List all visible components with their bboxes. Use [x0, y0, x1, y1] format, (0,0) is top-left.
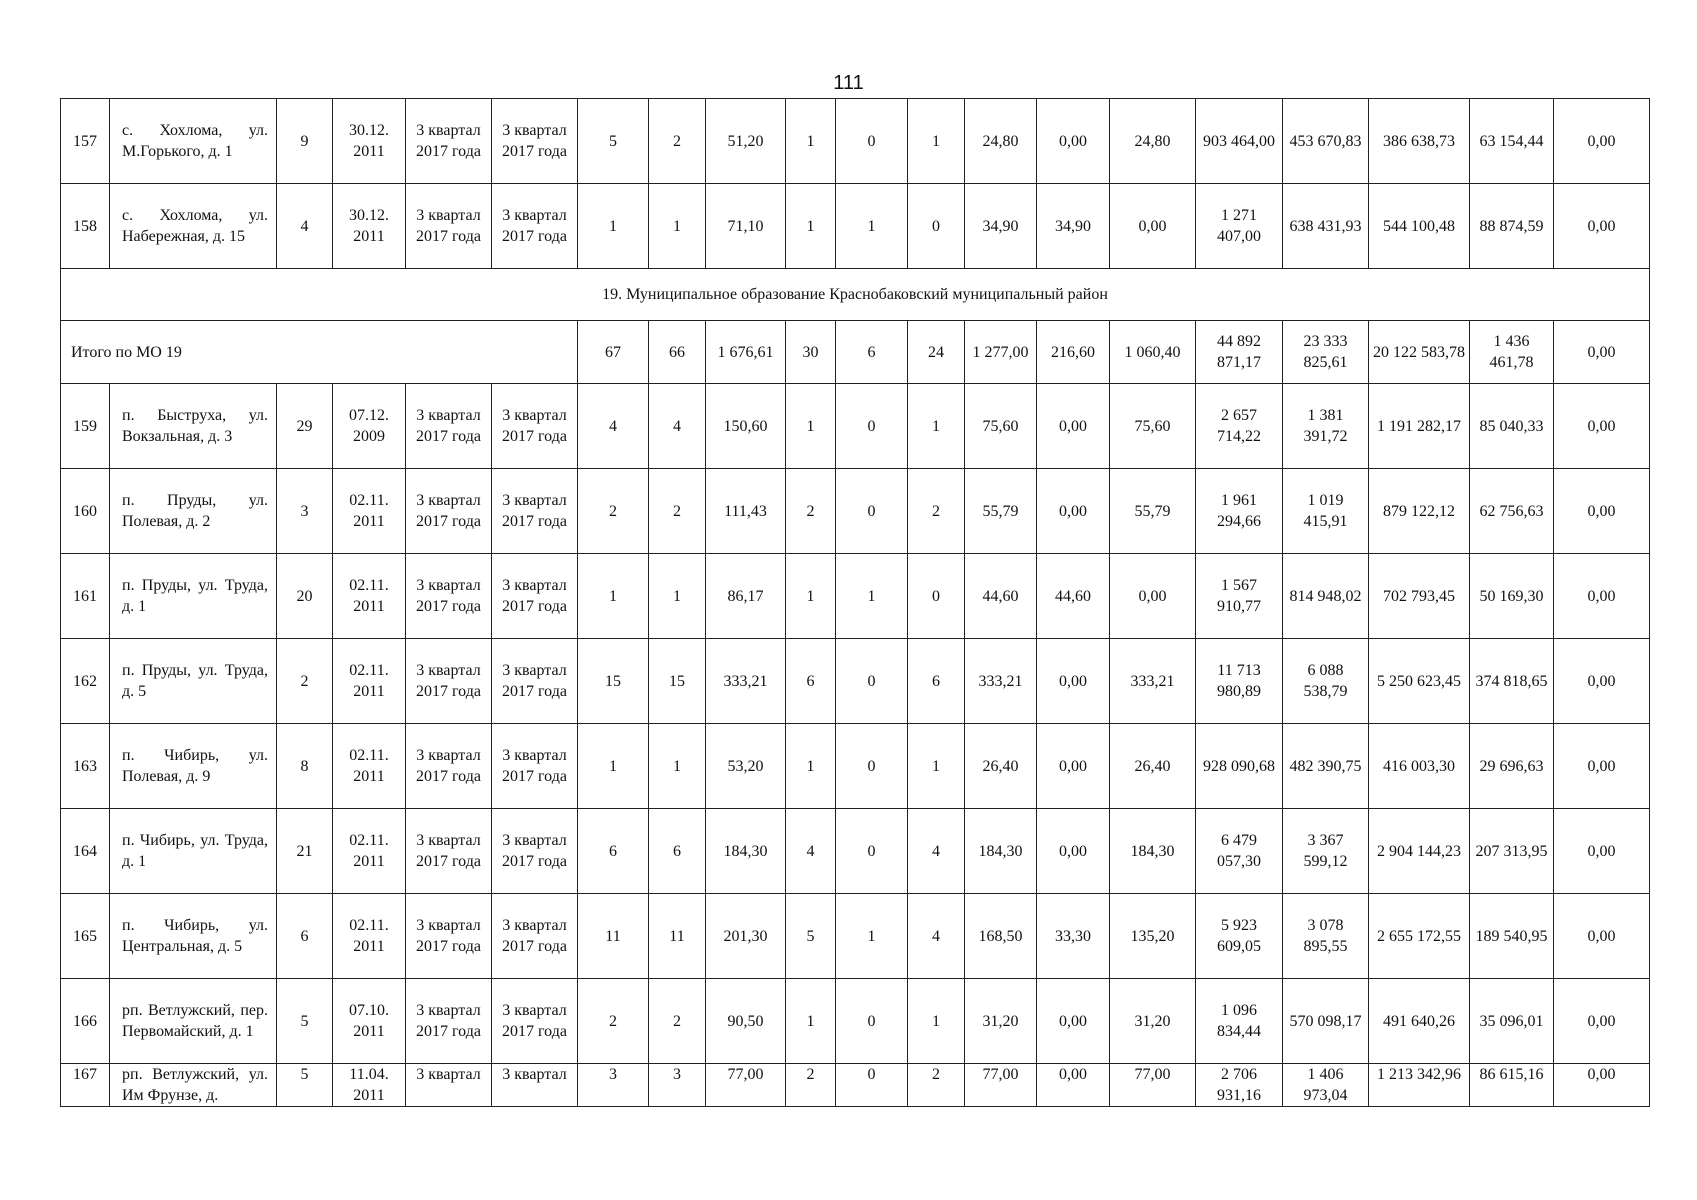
row-number: 166: [61, 979, 110, 1064]
cell-value: 2: [649, 469, 706, 554]
cell-value: 6: [578, 809, 649, 894]
building-year: 4: [277, 184, 333, 269]
cell-value: 0,00: [1037, 99, 1110, 184]
recognition-date: 30.12. 2011: [333, 99, 406, 184]
cell-value: 11: [578, 894, 649, 979]
cell-value: 1: [786, 99, 836, 184]
row-number: 157: [61, 99, 110, 184]
cell-value: 1: [649, 554, 706, 639]
cell-value: 4: [908, 894, 965, 979]
address: п. Чибирь, ул. Полевая, д. 9: [110, 724, 277, 809]
cell-value: 86,17: [706, 554, 786, 639]
cell-value: 6 088 538,79: [1283, 639, 1369, 724]
cell-value: 2 655 172,55: [1369, 894, 1470, 979]
cell-value: 0: [908, 554, 965, 639]
cell-value: 55,79: [965, 469, 1037, 554]
cell-value: 75,60: [965, 384, 1037, 469]
address: п. Пруды, ул. Труда, д. 1: [110, 554, 277, 639]
cell-value: 0,00: [1554, 979, 1650, 1064]
cell-value: 0: [836, 99, 908, 184]
planned-demolition-date: 3 квартал 2017 года: [492, 639, 578, 724]
cell-value: 0,00: [1554, 469, 1650, 554]
cell-value: 6: [649, 809, 706, 894]
cell-value: 386 638,73: [1369, 99, 1470, 184]
subtotal-value: 20 122 583,78: [1369, 321, 1470, 384]
cell-value: 51,20: [706, 99, 786, 184]
cell-value: 184,30: [706, 809, 786, 894]
cell-value: 1 213 342,96: [1369, 1064, 1470, 1107]
row-number: 164: [61, 809, 110, 894]
section-header-group: [61, 269, 1650, 384]
cell-value: 0,00: [1037, 724, 1110, 809]
cell-value: 416 003,30: [1369, 724, 1470, 809]
row-number: 162: [61, 639, 110, 724]
cell-value: 0: [908, 184, 965, 269]
cell-value: 2: [649, 99, 706, 184]
table-row: [61, 639, 1650, 724]
subtotal-row: [61, 321, 1650, 384]
cell-value: 903 464,00: [1196, 99, 1283, 184]
cell-value: 0: [836, 1064, 908, 1107]
housing-registry-table: [60, 98, 1650, 1107]
cell-value: 184,30: [1110, 809, 1196, 894]
cell-value: 86 615,16: [1470, 1064, 1554, 1107]
address: рп. Ветлужский, ул. Им Фрунзе, д.: [110, 1064, 277, 1107]
cell-value: 1: [836, 894, 908, 979]
cell-value: 4: [649, 384, 706, 469]
cell-value: 0,00: [1554, 1064, 1650, 1107]
cell-value: 135,20: [1110, 894, 1196, 979]
cell-value: 44,60: [1037, 554, 1110, 639]
cell-value: 62 756,63: [1470, 469, 1554, 554]
cell-value: 15: [578, 639, 649, 724]
address: рп. Ветлужский, пер. Первомайский, д. 1: [110, 979, 277, 1064]
subtotal-value: 0,00: [1554, 321, 1650, 384]
cell-value: 1: [908, 384, 965, 469]
subtotal-value: 1 436 461,78: [1470, 321, 1554, 384]
recognition-date: 07.12. 2009: [333, 384, 406, 469]
cell-value: 0,00: [1554, 809, 1650, 894]
cell-value: 1 019 415,91: [1283, 469, 1369, 554]
planned-relocation-date: 3 квартал 2017 года: [406, 979, 492, 1064]
cell-value: 1: [578, 554, 649, 639]
cell-value: 50 169,30: [1470, 554, 1554, 639]
building-year: 20: [277, 554, 333, 639]
cell-value: 638 431,93: [1283, 184, 1369, 269]
rows-after-section: [61, 384, 1650, 1107]
recognition-date: 02.11. 2011: [333, 469, 406, 554]
cell-value: 15: [649, 639, 706, 724]
cell-value: 333,21: [1110, 639, 1196, 724]
cell-value: 34,90: [1037, 184, 1110, 269]
cell-value: 201,30: [706, 894, 786, 979]
cell-value: 491 640,26: [1369, 979, 1470, 1064]
cell-value: 3: [649, 1064, 706, 1107]
section-title: 19. Муниципальное образование Краснобаковский муниципальный район: [61, 269, 1650, 321]
planned-demolition-date: 3 квартал 2017 года: [492, 99, 578, 184]
cell-value: 75,60: [1110, 384, 1196, 469]
cell-value: 24,80: [965, 99, 1037, 184]
cell-value: 2: [786, 1064, 836, 1107]
cell-value: 0,00: [1554, 384, 1650, 469]
table-row: [61, 99, 1650, 184]
subtotal-value: 1 060,40: [1110, 321, 1196, 384]
cell-value: 570 098,17: [1283, 979, 1369, 1064]
cell-value: 2: [908, 1064, 965, 1107]
cell-value: 3: [578, 1064, 649, 1107]
cell-value: 1 271 407,00: [1196, 184, 1283, 269]
planned-demolition-date: 3 квартал 2017 года: [492, 894, 578, 979]
subtotal-label: Итого по МО 19: [61, 321, 578, 384]
cell-value: 1 191 282,17: [1369, 384, 1470, 469]
cell-value: 1: [649, 724, 706, 809]
cell-value: 44,60: [965, 554, 1037, 639]
planned-relocation-date: 3 квартал 2017 года: [406, 809, 492, 894]
planned-demolition-date: 3 квартал 2017 года: [492, 384, 578, 469]
address: с. Хохлома, ул. Набережная, д. 15: [110, 184, 277, 269]
cell-value: 2: [908, 469, 965, 554]
cell-value: 5 250 623,45: [1369, 639, 1470, 724]
cell-value: 2: [578, 469, 649, 554]
cell-value: 0,00: [1037, 1064, 1110, 1107]
cell-value: 168,50: [965, 894, 1037, 979]
cell-value: 4: [908, 809, 965, 894]
cell-value: 184,30: [965, 809, 1037, 894]
cell-value: 333,21: [706, 639, 786, 724]
building-year: 29: [277, 384, 333, 469]
subtotal-value: 1 676,61: [706, 321, 786, 384]
cell-value: 0,00: [1554, 99, 1650, 184]
cell-value: 6 479 057,30: [1196, 809, 1283, 894]
subtotal-value: 30: [786, 321, 836, 384]
recognition-date: 30.12. 2011: [333, 184, 406, 269]
cell-value: 5: [786, 894, 836, 979]
cell-value: 3 078 895,55: [1283, 894, 1369, 979]
cell-value: 5: [578, 99, 649, 184]
recognition-date: 02.11. 2011: [333, 554, 406, 639]
cell-value: 207 313,95: [1470, 809, 1554, 894]
building-year: 2: [277, 639, 333, 724]
cell-value: 2 706 931,16: [1196, 1064, 1283, 1107]
planned-demolition-date: 3 квартал 2017 года: [492, 469, 578, 554]
cell-value: 0: [836, 639, 908, 724]
cell-value: 26,40: [965, 724, 1037, 809]
subtotal-value: 44 892 871,17: [1196, 321, 1283, 384]
cell-value: 1 961 294,66: [1196, 469, 1283, 554]
planned-relocation-date: 3 квартал 2017 года: [406, 184, 492, 269]
cell-value: 6: [786, 639, 836, 724]
recognition-date: 02.11. 2011: [333, 639, 406, 724]
section-header-row: [61, 269, 1650, 321]
recognition-date: 11.04. 2011: [333, 1064, 406, 1107]
cell-value: 0: [836, 724, 908, 809]
planned-demolition-date: 3 квартал 2017 года: [492, 979, 578, 1064]
cell-value: 77,00: [706, 1064, 786, 1107]
cell-value: 702 793,45: [1369, 554, 1470, 639]
cell-value: 0: [836, 979, 908, 1064]
subtotal-value: 1 277,00: [965, 321, 1037, 384]
table-row: [61, 554, 1650, 639]
cell-value: 1 567 910,77: [1196, 554, 1283, 639]
cell-value: 71,10: [706, 184, 786, 269]
building-year: 5: [277, 1064, 333, 1107]
cell-value: 55,79: [1110, 469, 1196, 554]
cell-value: 33,30: [1037, 894, 1110, 979]
table-row: [61, 184, 1650, 269]
table-row: [61, 384, 1650, 469]
subtotal-value: 67: [578, 321, 649, 384]
cell-value: 31,20: [965, 979, 1037, 1064]
cell-value: 879 122,12: [1369, 469, 1470, 554]
planned-demolition-date: 3 квартал: [492, 1064, 578, 1107]
cell-value: 1: [836, 554, 908, 639]
cell-value: 1: [908, 99, 965, 184]
table-row: [61, 894, 1650, 979]
cell-value: 0,00: [1554, 894, 1650, 979]
subtotal-value: 24: [908, 321, 965, 384]
planned-relocation-date: 3 квартал 2017 года: [406, 554, 492, 639]
cell-value: 928 090,68: [1196, 724, 1283, 809]
recognition-date: 02.11. 2011: [333, 894, 406, 979]
address: с. Хохлома, ул. М.Горького, д. 1: [110, 99, 277, 184]
planned-demolition-date: 3 квартал 2017 года: [492, 184, 578, 269]
cell-value: 814 948,02: [1283, 554, 1369, 639]
cell-value: 0,00: [1037, 979, 1110, 1064]
cell-value: 6: [908, 639, 965, 724]
building-year: 9: [277, 99, 333, 184]
cell-value: 544 100,48: [1369, 184, 1470, 269]
planned-demolition-date: 3 квартал 2017 года: [492, 554, 578, 639]
cell-value: 1 381 391,72: [1283, 384, 1369, 469]
building-year: 6: [277, 894, 333, 979]
cell-value: 53,20: [706, 724, 786, 809]
row-number: 167: [61, 1064, 110, 1107]
cell-value: 35 096,01: [1470, 979, 1554, 1064]
building-year: 5: [277, 979, 333, 1064]
cell-value: 0,00: [1037, 384, 1110, 469]
cell-value: 0,00: [1037, 469, 1110, 554]
planned-relocation-date: 3 квартал: [406, 1064, 492, 1107]
row-number: 159: [61, 384, 110, 469]
subtotal-value: 23 333 825,61: [1283, 321, 1369, 384]
table-row: [61, 724, 1650, 809]
cell-value: 111,43: [706, 469, 786, 554]
cell-value: 374 818,65: [1470, 639, 1554, 724]
address: п. Пруды, ул. Полевая, д. 2: [110, 469, 277, 554]
cell-value: 77,00: [1110, 1064, 1196, 1107]
cell-value: 1: [786, 384, 836, 469]
cell-value: 2: [578, 979, 649, 1064]
page-number: 111: [833, 72, 864, 94]
planned-relocation-date: 3 квартал 2017 года: [406, 99, 492, 184]
table-row: [61, 979, 1650, 1064]
cell-value: 1: [786, 724, 836, 809]
rows-before-section: [61, 99, 1650, 269]
planned-relocation-date: 3 квартал 2017 года: [406, 384, 492, 469]
cell-value: 189 540,95: [1470, 894, 1554, 979]
cell-value: 2 657 714,22: [1196, 384, 1283, 469]
planned-relocation-date: 3 квартал 2017 года: [406, 639, 492, 724]
row-number: 158: [61, 184, 110, 269]
building-year: 8: [277, 724, 333, 809]
cell-value: 1 096 834,44: [1196, 979, 1283, 1064]
table-row: [61, 1064, 1650, 1107]
cell-value: 2: [649, 979, 706, 1064]
cell-value: 4: [786, 809, 836, 894]
cell-value: 150,60: [706, 384, 786, 469]
cell-value: 0: [836, 469, 908, 554]
cell-value: 0,00: [1554, 554, 1650, 639]
cell-value: 1: [578, 724, 649, 809]
cell-value: 1: [786, 554, 836, 639]
address: п. Чибирь, ул. Центральная, д. 5: [110, 894, 277, 979]
cell-value: 85 040,33: [1470, 384, 1554, 469]
recognition-date: 02.11. 2011: [333, 724, 406, 809]
cell-value: 1: [786, 979, 836, 1064]
subtotal-value: 6: [836, 321, 908, 384]
cell-value: 1: [786, 184, 836, 269]
address: п. Пруды, ул. Труда, д. 5: [110, 639, 277, 724]
cell-value: 0,00: [1037, 809, 1110, 894]
cell-value: 34,90: [965, 184, 1037, 269]
cell-value: 0,00: [1110, 184, 1196, 269]
cell-value: 90,50: [706, 979, 786, 1064]
cell-value: 31,20: [1110, 979, 1196, 1064]
table-row: [61, 469, 1650, 554]
cell-value: 1: [578, 184, 649, 269]
cell-value: 26,40: [1110, 724, 1196, 809]
building-year: 21: [277, 809, 333, 894]
cell-value: 3 367 599,12: [1283, 809, 1369, 894]
cell-value: 0,00: [1037, 639, 1110, 724]
cell-value: 5 923 609,05: [1196, 894, 1283, 979]
cell-value: 1 406 973,04: [1283, 1064, 1369, 1107]
cell-value: 453 670,83: [1283, 99, 1369, 184]
planned-relocation-date: 3 квартал 2017 года: [406, 469, 492, 554]
cell-value: 0: [836, 384, 908, 469]
planned-demolition-date: 3 квартал 2017 года: [492, 809, 578, 894]
cell-value: 63 154,44: [1470, 99, 1554, 184]
cell-value: 0,00: [1554, 639, 1650, 724]
recognition-date: 07.10. 2011: [333, 979, 406, 1064]
planned-relocation-date: 3 квартал 2017 года: [406, 894, 492, 979]
cell-value: 29 696,63: [1470, 724, 1554, 809]
cell-value: 1: [836, 184, 908, 269]
cell-value: 2: [786, 469, 836, 554]
cell-value: 0,00: [1110, 554, 1196, 639]
cell-value: 11 713 980,89: [1196, 639, 1283, 724]
subtotal-value: 216,60: [1037, 321, 1110, 384]
cell-value: 0,00: [1554, 724, 1650, 809]
row-number: 160: [61, 469, 110, 554]
building-year: 3: [277, 469, 333, 554]
cell-value: 1: [908, 979, 965, 1064]
row-number: 163: [61, 724, 110, 809]
cell-value: 333,21: [965, 639, 1037, 724]
address: п. Быструха, ул. Вокзальная, д. 3: [110, 384, 277, 469]
planned-demolition-date: 3 квартал 2017 года: [492, 724, 578, 809]
row-number: 165: [61, 894, 110, 979]
table-row: [61, 809, 1650, 894]
address: п. Чибирь, ул. Труда, д. 1: [110, 809, 277, 894]
cell-value: 1: [649, 184, 706, 269]
subtotal-value: 66: [649, 321, 706, 384]
cell-value: 0,00: [1554, 184, 1650, 269]
cell-value: 4: [578, 384, 649, 469]
recognition-date: 02.11. 2011: [333, 809, 406, 894]
cell-value: 2 904 144,23: [1369, 809, 1470, 894]
cell-value: 1: [908, 724, 965, 809]
cell-value: 77,00: [965, 1064, 1037, 1107]
row-number: 161: [61, 554, 110, 639]
planned-relocation-date: 3 квартал 2017 года: [406, 724, 492, 809]
cell-value: 11: [649, 894, 706, 979]
cell-value: 0: [836, 809, 908, 894]
cell-value: 88 874,59: [1470, 184, 1554, 269]
cell-value: 24,80: [1110, 99, 1196, 184]
cell-value: 482 390,75: [1283, 724, 1369, 809]
